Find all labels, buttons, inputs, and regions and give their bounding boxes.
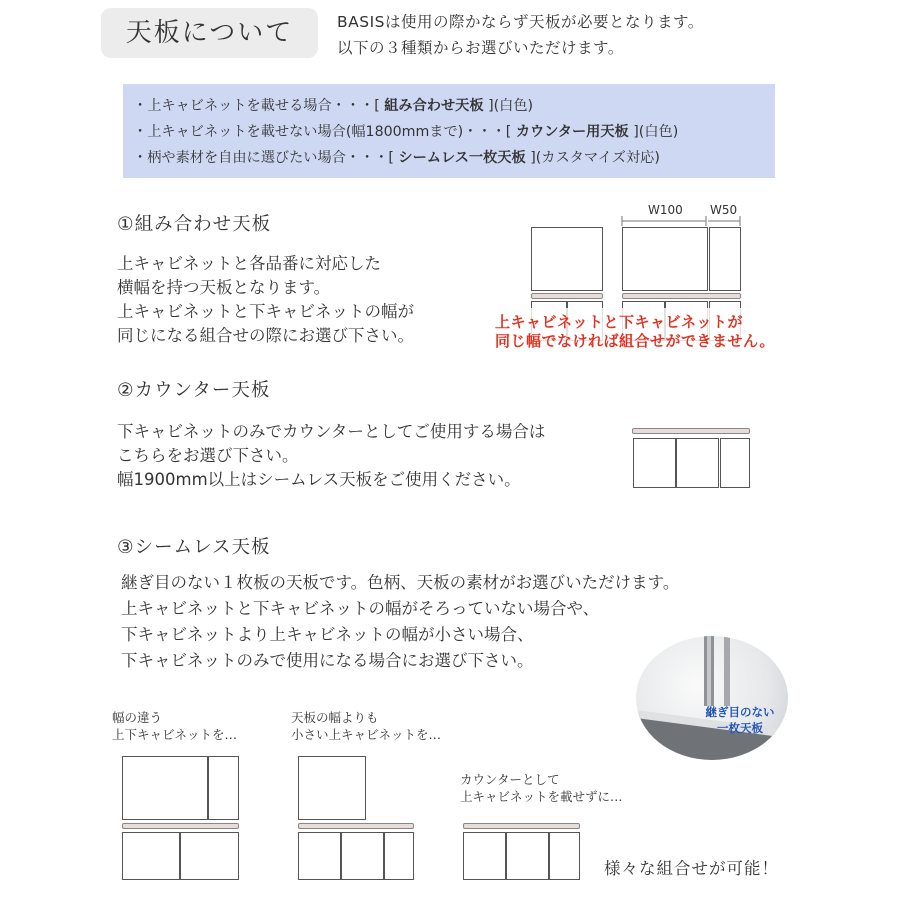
upper-cabinet — [709, 227, 741, 291]
lower-cabinet — [463, 832, 506, 880]
example3-caption: カウンターとして 上キャビネットを載せずに… — [460, 772, 623, 804]
section3-heading: ③シームレス天板 — [117, 537, 271, 558]
page-title: 天板について — [101, 8, 318, 58]
countertop — [298, 823, 414, 829]
option-item: ・上キャビネットを載せる場合・・・[ 組み合わせ天板 ](白色) — [133, 98, 534, 114]
photo-caption-line-2: 一枚天板 — [717, 721, 763, 735]
countertop-photo-illustration — [636, 636, 788, 760]
lower-cabinet — [122, 832, 180, 880]
closing-text: 様々な組合せが可能！ — [604, 859, 779, 878]
option-name: 組み合わせ天板 — [384, 98, 484, 114]
lower-cabinet — [180, 832, 239, 880]
lower-cabinet — [384, 832, 414, 880]
countertop — [463, 823, 580, 829]
seamless-countertop-photo — [636, 636, 788, 760]
upper-cabinet — [531, 227, 603, 291]
warning-line-1: 上キャビネットと下キャビネットが — [495, 313, 744, 331]
upper-cabinet — [298, 756, 366, 820]
upper-cabinet — [208, 756, 239, 820]
example2-caption: 天板の幅よりも 小さい上キャビネットを… — [291, 710, 442, 742]
option-item: ・上キャビネットを載せない場合(幅1800mmまで)・・・[ カウンター用天板 ](白色) — [133, 124, 679, 140]
lower-cabinet — [633, 438, 676, 488]
lower-cabinet — [549, 832, 580, 880]
upper-cabinet — [122, 756, 208, 820]
section1-text: 上キャビネットと各品番に対応した 横幅を持つ天板となります。 上キャビネットと下キャビネットの幅が 同じになる組合せの際にお選び下さい。 — [117, 254, 414, 345]
countertop — [632, 428, 750, 434]
dimension-lines — [620, 214, 742, 228]
option-name: カウンター用天板 — [515, 124, 629, 140]
section3-text: 継ぎ目のない１枚板の天板です。色柄、天板の素材がお選びいただけます。 上キャビネットと下キャビネットの幅がそろっていない場合や、 下キャビネットより上キャビネットの幅が小さい場合、 下キャビネットのみで使用になる場合にお選び下さい。 — [121, 573, 680, 670]
warning-line-2: 同じ幅でなければ組合せができません。 — [495, 332, 775, 350]
countertop — [122, 823, 239, 829]
intro-line-2: 以下の３種類からお選びいただけます。 — [337, 39, 624, 57]
upper-cabinet — [622, 227, 708, 291]
example1-caption: 幅の違う 上下キャビネットを… — [112, 710, 238, 742]
countertop — [531, 293, 603, 299]
intro-line-1: BASISは使用の際かならず天板が必要となります。 — [337, 13, 704, 31]
section2-heading: ②カウンター天板 — [117, 380, 271, 401]
dimension-w100: W100 — [648, 203, 683, 217]
countertop — [622, 293, 741, 299]
options-box — [123, 84, 775, 178]
lower-cabinet — [341, 832, 384, 880]
option-name: シームレス一枚天板 — [398, 150, 526, 166]
lower-cabinet — [676, 438, 719, 488]
lower-cabinet — [298, 832, 341, 880]
section2-text: 下キャビネットのみでカウンターとしてご使用する場合は こちらをお選び下さい。 幅1900mm以上はシームレス天板をご使用ください。 — [117, 422, 546, 489]
lower-cabinet — [506, 832, 549, 880]
photo-caption-line-1: 継ぎ目のない — [705, 705, 775, 719]
section1-heading: ①組み合わせ天板 — [117, 214, 272, 235]
dimension-w50: W50 — [710, 203, 738, 217]
lower-cabinet — [720, 438, 750, 488]
option-item: ・柄や素材を自由に選びたい場合・・・[ シームレス一枚天板 ](カスタマイズ対応) — [133, 150, 660, 166]
